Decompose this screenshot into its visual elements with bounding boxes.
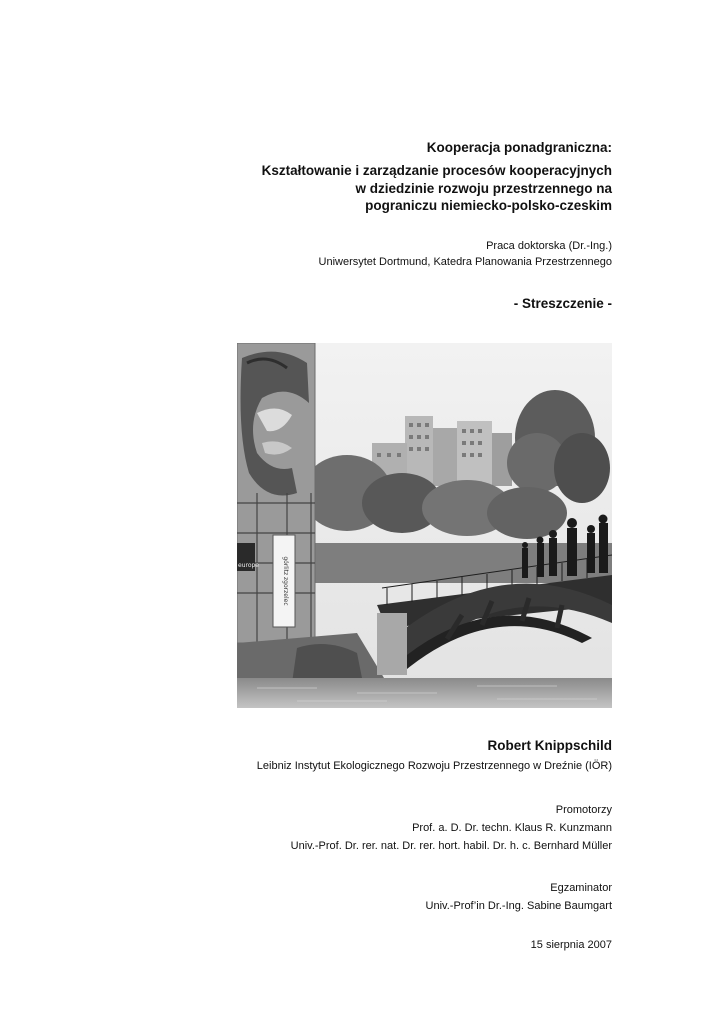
examiner-name: Univ.-Prof’in Dr.-Ing. Sabine Baumgart <box>425 900 612 912</box>
promoter-name: Prof. a. D. Dr. techn. Klaus R. Kunzmann <box>412 822 612 834</box>
thesis-type: Praca doktorska (Dr.-Ing.) <box>486 240 612 252</box>
document-date: 15 sierpnia 2007 <box>530 939 612 951</box>
bridge-photo <box>237 343 612 708</box>
promoters-section <box>291 801 612 855</box>
document-subtitle <box>262 162 612 215</box>
promoter-name: Univ.-Prof. Dr. rer. nat. Dr. rer. hort. habil. Dr. h. c. Bernhard Müller <box>290 840 612 852</box>
document-title: Kooperacja ponadgraniczna: <box>426 140 612 155</box>
subtitle-line: Kształtowanie i zarządzanie procesów kooperacyjnych <box>261 163 612 178</box>
subtitle-line: w dziedzinie rozwoju przestrzennego na <box>355 180 612 196</box>
subtitle-line: pograniczu niemiecko-polsko-czeskim <box>365 198 612 213</box>
banner-text: górlitz zgorzelec <box>282 556 289 606</box>
summary-label: - Streszczenie - <box>513 296 612 311</box>
promoters-label: Promotorzy <box>555 804 612 816</box>
university: Uniwersytet Dortmund, Katedra Planowania Przestrzennego <box>318 256 612 268</box>
author-institute: Leibniz Instytut Ekologicznego Rozwoju Przestrzennego w Dreźnie (IÖR) <box>256 760 612 772</box>
thesis-info <box>319 238 612 270</box>
author-name: Robert Knippschild <box>487 738 612 753</box>
examiner-section <box>426 879 612 915</box>
examiner-label: Egzaminator <box>550 882 612 894</box>
cover-photo <box>237 343 612 708</box>
sign-text: europe <box>238 562 259 569</box>
